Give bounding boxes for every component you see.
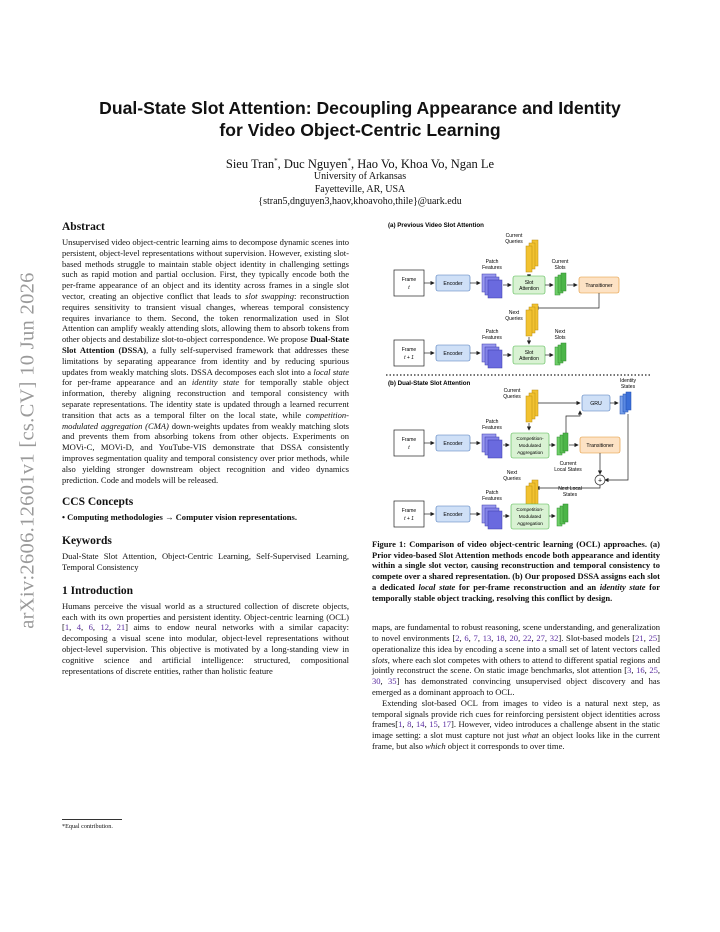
current-queries-stack-b	[526, 390, 538, 422]
svg-text:Transitioner: Transitioner	[586, 443, 614, 449]
author-name: Hao Vo	[357, 157, 395, 172]
svg-text:Current: Current	[503, 388, 521, 394]
right-column	[372, 218, 660, 752]
svg-text:Patch: Patch	[485, 259, 499, 265]
svg-text:Attention: Attention	[519, 356, 539, 362]
svg-text:Next: Next	[506, 470, 518, 476]
svg-text:Aggregation: Aggregation	[517, 451, 543, 456]
equal-contribution-mark: *	[347, 157, 351, 165]
author-list: Sieu Tran*, Duc Nguyen*, Hao Vo, Khoa Vo, Ngan Le	[225, 157, 495, 172]
frame-t-box-a	[394, 270, 424, 296]
svg-text:Modulated: Modulated	[518, 515, 542, 520]
right-column-paragraph-1: maps, are fundamental to robust reasoning, scene understanding, and generalization to novel environments [2, 6, 7, 13, 18, 20, 22, 27, 32]. Slot-based models [21, 25] operationalize this idea by encoding a scene into a small set of latent vectors called slots, where each slot competes with others to attend to different spatial regions and jointly reconstruct the scene. On static image benchmarks, slot attention [3, 16, 25, 30, 35] has demonstrated convincing unsupervised object discovery and has emerged as a dominant approach to OCL.	[372, 622, 660, 697]
svg-text:t + 1: t + 1	[404, 516, 414, 522]
arxiv-identifier[interactable]: arXiv:2606.12601v1 [cs.CV] 10 Jun 2026	[16, 271, 39, 629]
author-name: Sieu Tran	[225, 157, 275, 172]
abstract-heading: Abstract	[62, 221, 105, 233]
svg-text:Encoder: Encoder	[443, 351, 463, 357]
panel-a-title: (a) Previous Video Slot Attention	[388, 222, 484, 229]
paper-title: Dual-State Slot Attention: Decoupling Appearance and Identity for Video Object-Centric Learning	[99, 98, 621, 140]
svg-text:Frame: Frame	[401, 277, 417, 283]
svg-text:Slots: Slots	[554, 265, 566, 271]
svg-text:Slot: Slot	[524, 280, 534, 286]
svg-text:Current: Current	[559, 461, 577, 467]
svg-text:Queries: Queries	[505, 316, 523, 322]
author-name: Khoa Vo	[400, 157, 445, 172]
svg-text:Encoder: Encoder	[443, 441, 463, 447]
author-name: Ngan Le	[450, 157, 495, 172]
svg-text:Queries: Queries	[503, 476, 521, 482]
svg-text:States: States	[562, 492, 578, 498]
svg-text:Features: Features	[482, 496, 502, 502]
svg-text:Frame: Frame	[401, 347, 417, 353]
affiliation: University of Arkansas Fayetteville, AR, USA {stran5,dnguyen3,haov,khoavoho,thile}@uark.edu	[258, 171, 462, 207]
svg-text:Patch: Patch	[485, 419, 499, 425]
footnote: *Equal contribution.	[62, 823, 113, 830]
svg-text:Slot: Slot	[524, 350, 534, 356]
keywords-heading: Keywords	[62, 535, 112, 548]
footnote-rule	[62, 819, 122, 820]
next-queries-stack-a	[526, 304, 538, 336]
svg-text:Slots: Slots	[554, 335, 566, 341]
svg-text:Patch: Patch	[485, 329, 499, 335]
frame-t1-box-a	[394, 340, 424, 366]
svg-text:States: States	[620, 384, 636, 390]
svg-text:t + 1: t + 1	[404, 355, 414, 361]
svg-text:Aggregation: Aggregation	[517, 522, 543, 527]
identity-states-stack	[620, 392, 631, 414]
svg-text:Competition-: Competition-	[516, 508, 544, 513]
figure-1-caption: Figure 1: Comparison of video object-centric learning (OCL) approaches. (a) Prior video-based Slot Attention methods encode both appearance and identity within a single slot vector, causing reconstruction and temporal consistency to compete over a shared representation. (b) Our proposed DSSA assigns each slot a dedicated local state for per-frame reconstruction and an identity state for temporally stable object tracking, resolving this conflict by design.	[372, 539, 660, 603]
svg-text:Next Local: Next Local	[558, 486, 582, 492]
frame-t-box-b	[394, 430, 424, 456]
svg-text:Competition-: Competition-	[516, 437, 544, 442]
svg-text:Encoder: Encoder	[443, 512, 463, 518]
svg-text:t: t	[408, 285, 410, 291]
left-column	[62, 220, 349, 676]
svg-text:Next: Next	[508, 310, 520, 316]
svg-text:Features: Features	[482, 265, 502, 271]
right-column-paragraph-2: Extending slot-based OCL from images to video is a natural next step, as temporal signals provide rich cues for reinforcing persistent object identities across frames[1, 8, 14, 15, 17]. However, video introduces a challenge absent in the static image setting: a slot must capture not just what an object looks like in the current frame, but also which object it corresponds to over time.	[372, 697, 660, 751]
svg-text:Modulated: Modulated	[518, 444, 542, 449]
keywords-text: Dual-State Slot Attention, Object-Centric Learning, Self-Supervised Learning, Temporal Consistency	[62, 551, 349, 572]
svg-text:Current: Current	[551, 259, 569, 265]
svg-text:Identity: Identity	[619, 378, 637, 384]
svg-text:GRU: GRU	[590, 401, 602, 407]
current-local-states-stack	[557, 433, 568, 455]
figure-1-diagram	[372, 218, 660, 530]
ccs-concepts: • Computing methodologies → Computer vision representations.	[62, 512, 297, 523]
next-local-states-stack	[557, 504, 568, 526]
author-name: Duc Nguyen	[283, 157, 348, 172]
introduction-paragraph: Humans perceive the visual world as a structured collection of discrete objects, each with its own properties and persistent identity. Object-centric learning (OCL) [1, 4, 6, 12, 21] aims to endow neural networks with a similar capacity: decomposing a visual scene into modular, object-level representations without object-level supervision. This objective is motivated by a long-standing view in cognitive science and artificial intelligence: structured, compositional representations of discrete entities, rather than holistic feature	[62, 600, 349, 676]
abstract-body: Unsupervised video object-centric learning aims to decompose dynamic scenes into persistent, object-level representations without supervision. However, existing slot-based methods struggle to maintain stable object identity in challenging settings such as rapid motion and partial occlusion. First, they typically encode both the per-frame appearance of an object and its identity across frames in a single slot vector, creating an objective conflict that leads to slot swapping: reconstruction requires sensitivity to transient visual changes, whereas temporal consistency requires invariance to them. Second, the token renormalization used in Slot Attention can amplify weakly attending slots, allowing them to absorb tokens from other objects and destabilize slot-to-object correspondence. We propose Dual-State Slot Attention (DSSA), a fully self-supervised framework that addresses these limitations by separating appearance from identity and by reducing spurious updates from weakly matching slots. DSSA decomposes each slot into a local state for per-frame appearance and an identity state for temporally stable object information, thereby aligning reconstruction and temporal consistency with separate representations. The identity state is updated through a learned recurrent transition that acts as a temporal filter on the local state, while competition-modulated aggregation (CMA) down-weights updates from weakly matching slots and prevents them from absorbing tokens from other objects. Experiments on MOVi-C, MOVi-D, and YouTube-VIS demonstrate that DSSA consistently improves segmentation quality and temporal consistency over prior methods, while also yielding stronger downstream object recognition and video dynamics prediction. Code and models will be released.	[62, 237, 350, 485]
ccs-heading: CCS Concepts	[62, 496, 134, 509]
patch-features-stack-a	[482, 274, 502, 298]
svg-text:Local States: Local States	[554, 467, 582, 473]
svg-text:Features: Features	[482, 335, 502, 341]
introduction-heading: 1 Introduction	[62, 584, 134, 597]
svg-text:Features: Features	[482, 425, 502, 431]
svg-text:t: t	[408, 445, 410, 451]
current-slots-stack-a	[555, 273, 566, 295]
svg-text:Transitioner: Transitioner	[585, 283, 613, 289]
svg-text:Patch: Patch	[485, 490, 499, 496]
panel-b-title: (b) Dual-State Slot Attention	[388, 380, 471, 387]
svg-text:Frame: Frame	[401, 437, 417, 443]
svg-text:Encoder: Encoder	[443, 281, 463, 287]
equal-contribution-mark: *	[274, 157, 278, 165]
svg-text:+: +	[597, 477, 603, 485]
svg-text:Frame: Frame	[401, 508, 417, 514]
current-queries-stack-a	[526, 240, 538, 272]
svg-text:Queries: Queries	[503, 394, 521, 400]
svg-text:Next: Next	[554, 329, 566, 335]
svg-text:Current: Current	[505, 233, 523, 239]
frame-t1-box-b	[394, 501, 424, 527]
svg-text:Queries: Queries	[505, 239, 523, 245]
svg-text:Attention: Attention	[519, 286, 539, 292]
